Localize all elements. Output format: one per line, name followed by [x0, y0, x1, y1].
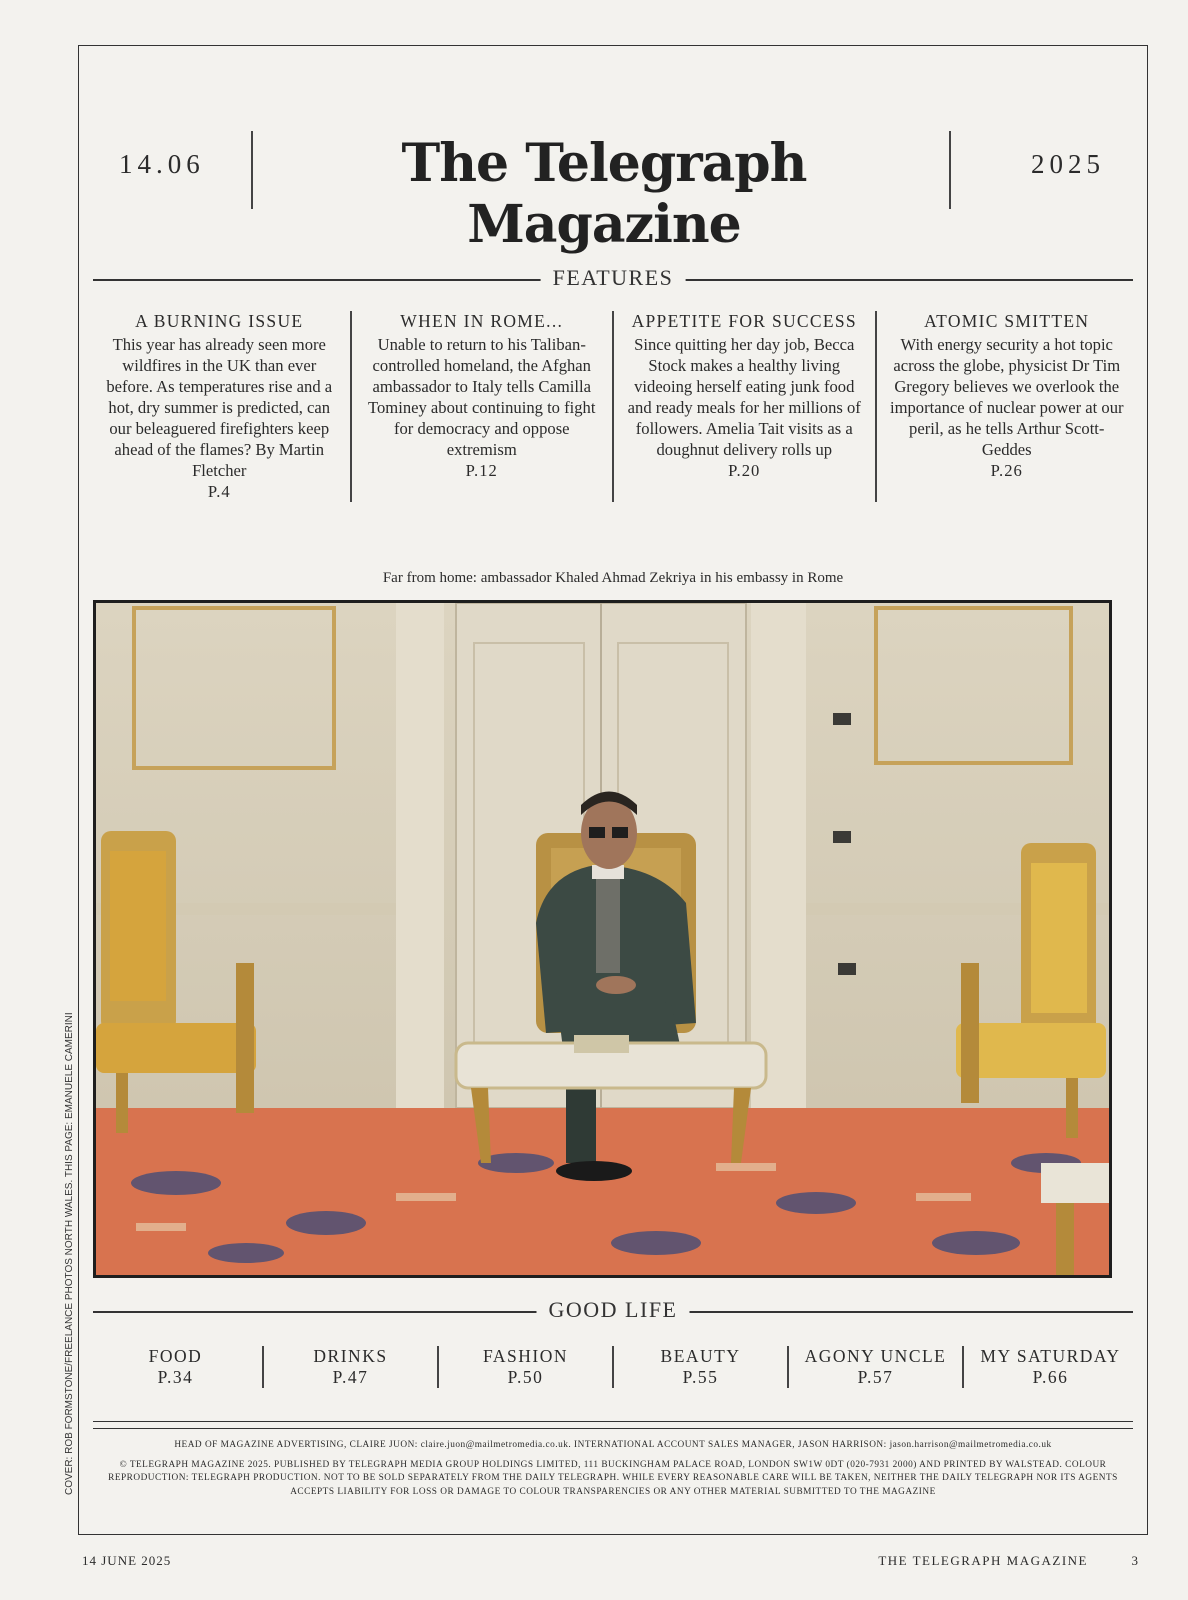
goodlife-page: P.50 [507, 1367, 544, 1387]
photo-caption: Far from home: ambassador Khaled Ahmad Zekriya in his embassy in Rome [382, 570, 844, 586]
page-frame [78, 45, 1148, 1535]
goodlife-item[interactable] [612, 1346, 787, 1388]
masthead-divider [251, 131, 253, 209]
feature-title: ATOMIC SMITTEN [924, 311, 1090, 331]
issue-date: 14.06 [119, 149, 205, 179]
masthead-divider [949, 131, 951, 209]
features-heading: FEATURES [541, 265, 686, 291]
feature-page: P.20 [728, 461, 761, 480]
photo-credit: COVER: ROB FORMSTONE/FREELANCE PHOTOS NORTH WALES. THIS PAGE: EMANUELE CAMERINI [64, 1012, 75, 1495]
imprint-rule [93, 1421, 1133, 1429]
goodlife-title: MY SATURDAY [980, 1346, 1121, 1366]
advertising-email[interactable]: claire.juon@mailmetromedia.co.uk [420, 1440, 569, 1450]
imprint-advertising: HEAD OF MAGAZINE ADVERTISING, CLAIRE JUON: claire.juon@mailmetromedia.co.uk. INTERNATIONAL ACCOUNT SALES MANAGER, JASON HARRISON: jason.harrison@mailmetromedia.co.uk [174, 1440, 1052, 1450]
goodlife-page: P.66 [1032, 1367, 1069, 1387]
goodlife-heading-rule [93, 1296, 1133, 1326]
feature-item[interactable] [89, 311, 350, 502]
feature-page: P.4 [207, 482, 231, 501]
footer-date: 14 JUNE 2025 [82, 1553, 172, 1568]
feature-title: A BURNING ISSUE [135, 311, 304, 331]
goodlife-item[interactable] [962, 1346, 1137, 1388]
feature-title: APPETITE FOR SUCCESS [631, 311, 857, 331]
feature-summary: This year has already seen more wildfires in the UK than ever before. As temperatures rise and a hot, dry summer is predicted, can our beleaguered firefighters keep ahead of the flames? By Martin Fletcher [106, 335, 333, 480]
features-list [89, 311, 1137, 502]
feature-item[interactable] [350, 311, 613, 502]
feature-page: P.26 [990, 461, 1023, 480]
goodlife-item[interactable] [262, 1346, 437, 1388]
goodlife-item[interactable] [437, 1346, 612, 1388]
goodlife-item[interactable] [89, 1346, 262, 1388]
embassy-room-illustration [96, 603, 1109, 1275]
goodlife-item[interactable] [787, 1346, 962, 1388]
footer-magazine: THE TELEGRAPH MAGAZINE [878, 1553, 1088, 1568]
goodlife-title: AGONY UNCLE [804, 1346, 947, 1366]
feature-item[interactable] [875, 311, 1138, 502]
goodlife-page: P.34 [157, 1367, 194, 1387]
feature-summary: Since quitting her day job, Becca Stock makes a healthy living videoing herself eating junk food and ready meals for her millions of followers. Amelia Tait visits as a doughnut delivery rolls up [627, 335, 861, 459]
goodlife-heading: GOOD LIFE [537, 1297, 690, 1323]
issue-year: 2025 [1031, 149, 1105, 179]
feature-item[interactable] [612, 311, 875, 502]
feature-title: WHEN IN ROME... [400, 311, 564, 331]
goodlife-title: FASHION [482, 1346, 569, 1366]
imprint-copyright: © TELEGRAPH MAGAZINE 2025. PUBLISHED BY TELEGRAPH MEDIA GROUP HOLDINGS LIMITED, 111 BUCKINGHAM PALACE ROAD, LONDON SW1W 0DT (020-7931 2000) AND PRINTED BY WALSTEAD. COLOUR REPRODUCTION: TELEGRAPH PRODUCTION. NOT TO BE SOLD SEPARATELY FROM THE DAILY TELEGRAPH. WHILE EVERY REASONABLE CARE WILL BE TAKEN, NEITHER THE DAILY TELEGRAPH NOR ITS AGENTS ACCEPTS LIABILITY FOR LOSS OR DAMAGE TO COLOUR TRANSPARENCIES OR ANY OTHER MATERIAL SUBMITTED TO THE MAGAZINE [108, 1459, 1118, 1497]
features-heading-rule [93, 264, 1133, 294]
goodlife-title: DRINKS [313, 1346, 388, 1366]
goodlife-list [89, 1346, 1137, 1388]
feature-page: P.12 [465, 461, 498, 480]
magazine-title: The Telegraph Magazine [401, 133, 807, 255]
ambassador-photo [93, 600, 1112, 1278]
sales-email[interactable]: jason.harrison@mailmetromedia.co.uk [889, 1440, 1052, 1450]
imprint [99, 1439, 1127, 1499]
goodlife-title: FOOD [148, 1346, 203, 1366]
feature-summary: With energy security a hot topic across the globe, physicist Dr Tim Gregory believes we overlook the importance of nuclear power at our peril, as he tells Arthur Scott-Geddes [889, 335, 1124, 459]
goodlife-page: P.55 [682, 1367, 719, 1387]
page-number: 3 [1131, 1553, 1138, 1568]
goodlife-title: BEAUTY [660, 1346, 741, 1366]
goodlife-page: P.47 [332, 1367, 369, 1387]
goodlife-page: P.57 [857, 1367, 894, 1387]
masthead [79, 131, 1147, 255]
feature-summary: Unable to return to his Taliban-controlled homeland, the Afghan ambassador to Italy tells Camilla Tominey about continuing to fight for democracy and oppose extremism [368, 335, 596, 459]
